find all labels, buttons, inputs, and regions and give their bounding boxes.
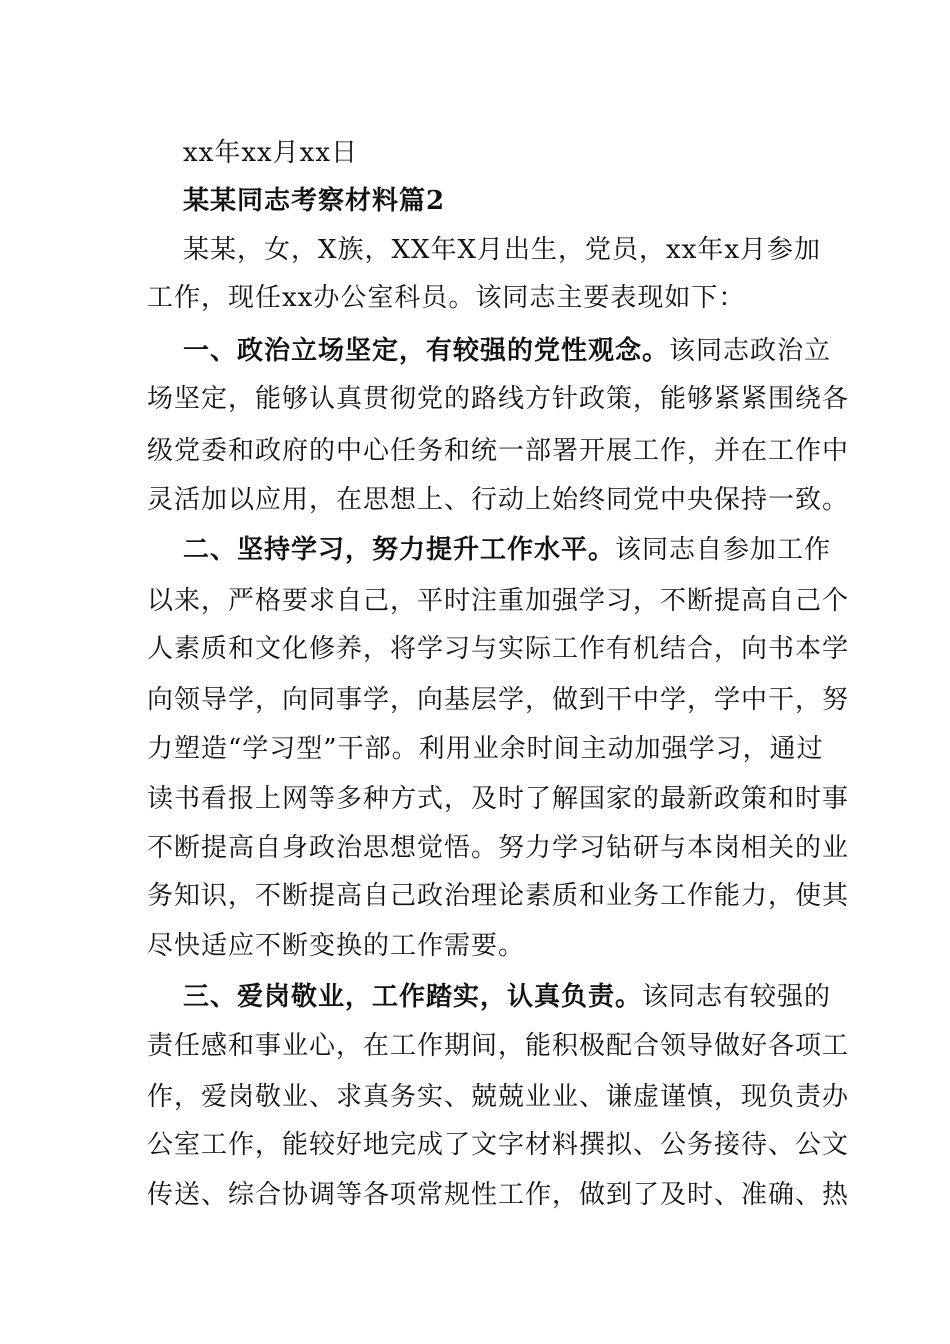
intro-line-1: 某某，女，X族，XX年X月出生，党员，xx年x月参加: [183, 235, 822, 265]
point2-line-3: 人素质和文化修养，将学习与实际工作有机结合，向书本学: [147, 634, 850, 664]
section-title: 某某同志考察材料篇2: [183, 186, 446, 216]
point3-line-2: 责任感和事业心，在工作期间，能积极配合领导做好各项工: [147, 1031, 850, 1061]
point1-line-3: 级党委和政府的中心任务和统一部署开展工作，并在工作中: [147, 436, 850, 466]
point3-line-5: 传送、综合协调等各项常规性工作，做到了及时、准确、热: [147, 1180, 850, 1210]
point2-line-4: 向领导学，向同事学，向基层学，做到干中学，学中干，努: [147, 685, 850, 715]
date-line: xx年xx月xx日: [183, 138, 358, 168]
point1-line-1-text: 该同志政治立: [669, 336, 832, 366]
point1-line-1: [183, 331, 832, 371]
point2-line-6: 读书看报上网等多种方式，及时了解国家的最新政策和时事: [147, 784, 850, 814]
point1-line-2: 场坚定，能够认真贯彻党的路线方针政策，能够紧紧围绕各: [147, 384, 850, 414]
point1-heading: 一、政治立场坚定，有较强的党性观念。: [183, 336, 670, 366]
point3-line-1-text: 该同志有较强的: [642, 982, 832, 1012]
intro-line-2: 工作，现任xx办公室科员。该同志主要表现如下：: [147, 283, 746, 313]
point2-line-1-text: 该同志自参加工作: [615, 535, 832, 565]
point1-line-4: 灵活加以应用，在思想上、行动上始终同党中央保持一致。: [147, 485, 850, 515]
point3-line-3: 作，爱岗敬业、求真务实、兢兢业业、谦虚谨慎，现负责办: [147, 1082, 850, 1112]
point2-line-7: 不断提高自身政治思想觉悟。努力学习钻研与本岗相关的业: [147, 833, 850, 863]
point2-line-9: 尽快适应不断变换的工作需要。: [147, 931, 526, 961]
point3-line-4: 公室工作，能较好地完成了文字材料撰拟、公务接待、公文: [147, 1130, 850, 1160]
point2-line-1: [183, 530, 832, 570]
point2-line-2: 以来，严格要求自己，平时注重加强学习，不断提高自己个: [147, 586, 850, 616]
point2-line-8: 务知识，不断提高自己政治理论素质和业务工作能力，使其: [147, 881, 850, 911]
point3-line-1: [183, 977, 832, 1017]
point3-heading: 三、爱岗敬业，工作踏实，认真负责。: [183, 982, 643, 1012]
point2-line-5: 力塑造“学习型”干部。利用业余时间主动加强学习，通过: [147, 734, 824, 764]
point2-heading: 二、坚持学习，努力提升工作水平。: [183, 535, 616, 565]
